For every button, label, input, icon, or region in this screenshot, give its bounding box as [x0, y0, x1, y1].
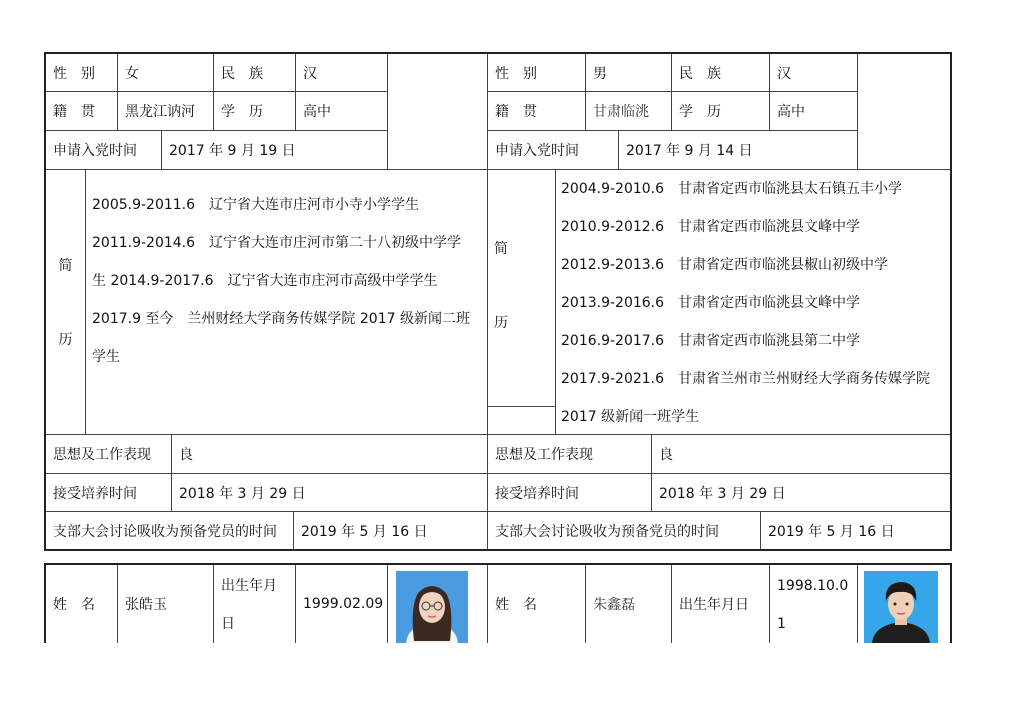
left-education-value: 高中: [296, 92, 388, 131]
left-bio-label-char-2: 历: [58, 332, 73, 348]
right-birth-line-1: 1998.10.0: [777, 578, 849, 594]
left-apply-value: 2017 年 9 月 19 日: [162, 131, 388, 170]
right-gender-value: 男: [586, 54, 672, 92]
left-gender-value: 女: [118, 54, 214, 92]
female-portrait-icon: [396, 571, 468, 643]
right-performance-label: 思想及工作表现: [488, 435, 652, 474]
right-photo-area: [858, 54, 950, 170]
right-education-label: 学 历: [672, 92, 770, 131]
right-bio-content: [556, 170, 950, 435]
male-portrait-icon: [864, 571, 938, 643]
left-performance-label: 思想及工作表现: [46, 435, 172, 474]
right-bio-line: 2016.9-2017.6 甘肃省定西市临洮县第二中学: [561, 333, 861, 349]
right-performance-value: 良: [652, 435, 950, 474]
left-hometown-value: 黑龙江讷河: [118, 92, 214, 131]
right-apply-label: 申请入党时间: [488, 131, 619, 170]
right-bio-line: 2017 级新闻一班学生: [561, 409, 700, 425]
right-bio-label: [488, 170, 556, 435]
left-bio-line: 学生: [92, 349, 120, 365]
left-bio-label: [46, 170, 86, 435]
left-performance-value: 良: [172, 435, 488, 474]
left-hometown-label: 籍 贯: [46, 92, 118, 131]
left-birth-label: [214, 565, 296, 643]
left-photo-area: [388, 54, 488, 170]
right-education-value: 高中: [770, 92, 858, 131]
right-hometown-label: 籍 贯: [488, 92, 586, 131]
right-bio-divider: [488, 406, 556, 407]
right-ethnicity-label: 民 族: [672, 54, 770, 92]
left-name-value: 张皓玉: [118, 565, 214, 643]
right-hometown-value: 甘肃临洮: [586, 92, 672, 131]
left-ethnicity-value: 汉: [296, 54, 388, 92]
right-birth-line-2: 1: [777, 616, 786, 632]
left-bio-content: [86, 170, 488, 435]
left-training-label: 接受培养时间: [46, 474, 172, 512]
left-name-label: 姓 名: [46, 565, 118, 643]
left-birth-label-line-1: 出生年月: [221, 578, 277, 594]
right-probation-label: 支部大会讨论吸收为预备党员的时间: [488, 512, 761, 549]
right-bio-line: 2010.9-2012.6 甘肃省定西市临洮县文峰中学: [561, 219, 861, 235]
left-bio-line: 2005.9-2011.6 辽宁省大连市庄河市小寺小学学生: [92, 197, 420, 213]
right-bio-line: 2013.9-2016.6 甘肃省定西市临洮县文峰中学: [561, 295, 861, 311]
right-training-label: 接受培养时间: [488, 474, 652, 512]
right-name-label: 姓 名: [488, 565, 586, 643]
left-photo-cell: [388, 565, 488, 643]
left-birth-value: 1999.02.09: [296, 565, 388, 643]
right-birth-value: [770, 565, 858, 643]
right-bio-label-char-1: 简: [494, 241, 508, 257]
left-birth-label-line-2: 日: [221, 616, 235, 632]
right-gender-label: 性 别: [488, 54, 586, 92]
left-training-value: 2018 年 3 月 29 日: [172, 474, 488, 512]
right-bio-label-char-2: 历: [494, 315, 508, 331]
left-education-label: 学 历: [214, 92, 296, 131]
left-probation-label: 支部大会讨论吸收为预备党员的时间: [46, 512, 294, 549]
left-bio-line: 生 2014.9-2017.6 辽宁省大连市庄河市高级中学学生: [92, 273, 438, 289]
right-training-value: 2018 年 3 月 29 日: [652, 474, 950, 512]
left-bio-line: 2017.9 至今 兰州财经大学商务传媒学院 2017 级新闻二班: [92, 311, 470, 327]
left-bio-label-char-1: 简: [58, 258, 73, 274]
left-gender-label: 性 别: [46, 54, 118, 92]
party-member-form-bottom: [44, 563, 952, 643]
party-member-form-top: [44, 52, 952, 551]
left-ethnicity-label: 民 族: [214, 54, 296, 92]
right-bio-line: 2012.9-2013.6 甘肃省定西市临洮县椒山初级中学: [561, 257, 889, 273]
right-bio-line: 2004.9-2010.6 甘肃省定西市临洮县太石镇五丰小学: [561, 181, 903, 197]
left-probation-value: 2019 年 5 月 16 日: [294, 512, 488, 549]
right-probation-value: 2019 年 5 月 16 日: [768, 523, 895, 540]
right-portrait-photo: [864, 571, 938, 643]
right-apply-value: 2017 年 9 月 14 日: [619, 131, 858, 170]
left-apply-label: 申请入党时间: [46, 131, 162, 170]
right-bio-line: 2017.9-2021.6 甘肃省兰州市兰州财经大学商务传媒学院: [561, 371, 931, 387]
right-name-value: 朱鑫磊: [586, 565, 672, 643]
left-portrait-photo: [396, 571, 468, 643]
right-photo-cell: [858, 565, 950, 643]
right-birth-label: 出生年月日: [672, 565, 770, 643]
right-ethnicity-value: 汉: [770, 54, 858, 92]
left-bio-line: 2011.9-2014.6 辽宁省大连市庄河市第二十八初级中学学: [92, 235, 462, 251]
